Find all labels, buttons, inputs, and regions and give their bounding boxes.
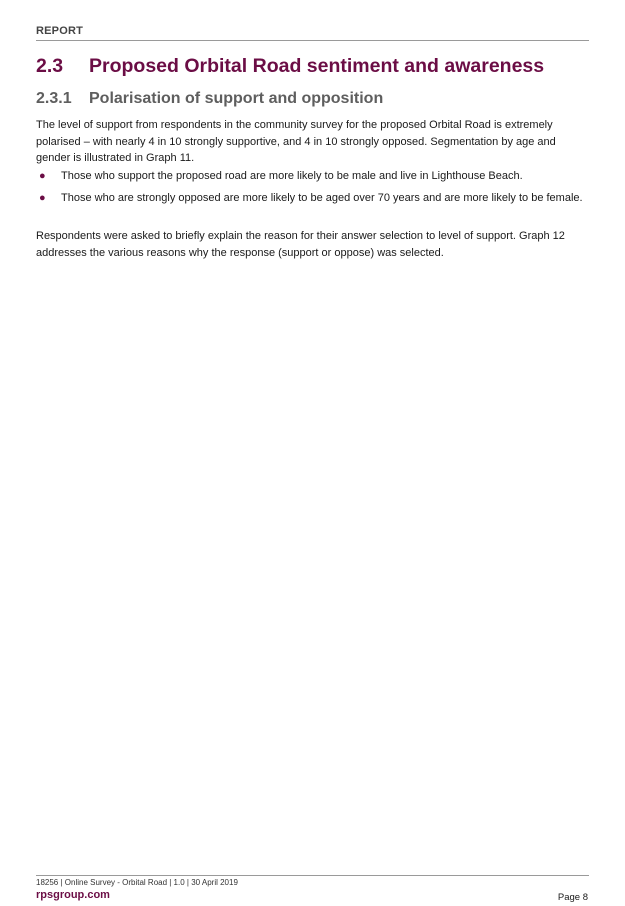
footer-divider xyxy=(36,875,589,876)
bullet-icon: ● xyxy=(39,170,46,182)
subsection-number: 2.3.1 xyxy=(36,90,72,107)
header-divider xyxy=(36,40,589,41)
section-title: Proposed Orbital Road sentiment and awareness xyxy=(89,55,545,77)
subsection-heading xyxy=(36,90,383,108)
list-item-text: Those who support the proposed road are more likely to be male and live in Lighthouse Beach. xyxy=(61,170,523,182)
bullet-icon: ● xyxy=(39,191,46,204)
list-item-text: Those who are strongly opposed are more likely to be aged over 70 years and are more likely to be female. xyxy=(61,191,583,204)
footer-document-info: 18256 | Online Survey - Orbital Road | 1.0 | 30 April 2019 xyxy=(36,878,238,887)
list-item xyxy=(36,190,589,207)
page-number: Page 8 xyxy=(557,892,588,903)
section-heading xyxy=(36,55,544,78)
section-number: 2.3 xyxy=(36,55,64,77)
body-paragraph-1: The level of support from respondents in the community survey for the proposed Orbital Road is extremely polarised – with nearly 4 in 10 strongly supportive, and 4 in 10 strongly opposed. Segmentation by age and gender is illustrated in Graph 11. xyxy=(36,119,556,164)
subsection-title: Polarisation of support and opposition xyxy=(89,90,384,107)
body-paragraph-2: Respondents were asked to briefly explain the reason for their answer selection to level of support. Graph 12 addresses the various reasons why the response (support or oppose) was selected. xyxy=(36,230,565,259)
list-item xyxy=(36,168,589,185)
footer-website-link[interactable]: rpsgroup.com xyxy=(36,889,110,901)
bullet-list xyxy=(36,168,589,211)
running-header: REPORT xyxy=(36,25,84,37)
